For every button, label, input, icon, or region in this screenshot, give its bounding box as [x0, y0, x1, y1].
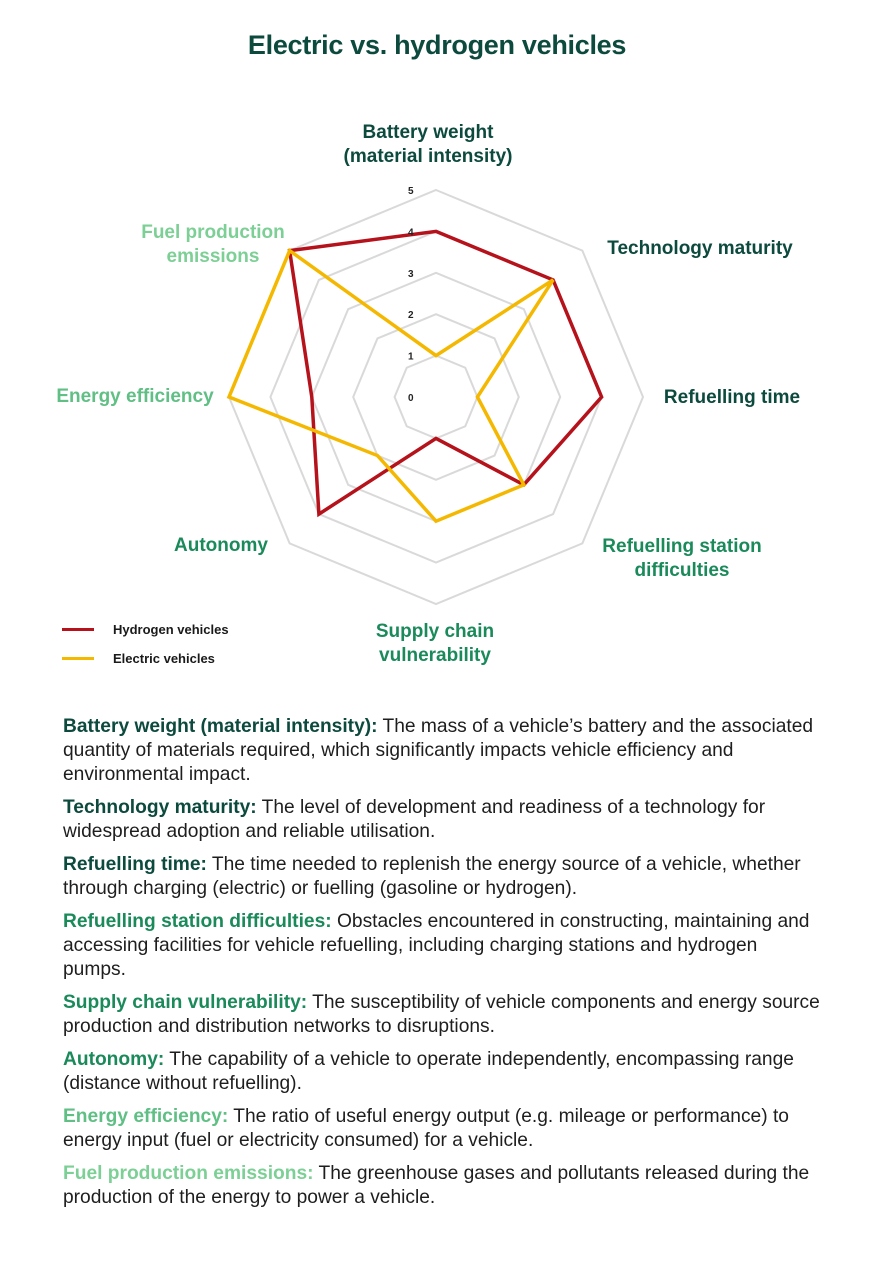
axis-label-line: vulnerability — [379, 645, 491, 666]
tick-label-2: 2 — [408, 310, 414, 322]
definition-text: Obstacles encountered in constructing, maintaining and accessing facilities for vehicle refuelling, including charging stations and hydrogen pumps. — [63, 911, 810, 980]
definition-text: The greenhouse gases and pollutants released during the production of the energy to power a vehicle. — [63, 1163, 810, 1208]
definition-text: The level of development and readiness of a technology for widespread adoption and reliable utilisation. — [63, 797, 766, 842]
definition-term: Autonomy: — [63, 1049, 165, 1070]
definition-text: The susceptibility of vehicle components and energy source production and distribution networks to disruptions. — [63, 992, 820, 1037]
definitions-list — [63, 715, 823, 1219]
tick-label-0: 0 — [408, 393, 414, 404]
axis-label-line: Autonomy — [174, 535, 268, 556]
axis-label-5 — [174, 535, 268, 556]
legend-item-electric — [62, 644, 229, 673]
definition-term: Refuelling station difficulties: — [63, 911, 332, 932]
legend-swatch-hydrogen — [62, 628, 94, 631]
axis-label-6 — [56, 386, 214, 407]
axis-label-4 — [376, 621, 494, 666]
definition-term: Fuel production emissions: — [63, 1163, 314, 1184]
definition-refuelling-time — [63, 853, 823, 901]
series-hydrogen-line — [290, 231, 602, 514]
tick-label-4: 4 — [408, 227, 414, 239]
definition-fuel-production-emissions — [63, 1162, 823, 1210]
axis-label-line: Battery weight — [362, 122, 494, 143]
axis-label-line: Technology maturity — [607, 238, 793, 259]
legend-label-electric: Electric vehicles — [113, 651, 215, 666]
axis-label-line: Supply chain — [375, 621, 495, 642]
axis-label-line: emissions — [166, 246, 260, 267]
definition-technology-maturity — [63, 796, 823, 844]
tick-label-5: 5 — [408, 186, 414, 197]
chart-title: Electric vs. hydrogen vehicles — [247, 30, 627, 60]
axis-label-line: (material intensity) — [343, 146, 513, 167]
definition-battery-weight — [63, 715, 823, 787]
legend — [62, 615, 229, 673]
tick-label-1: 1 — [408, 351, 414, 363]
axis-label-7 — [141, 222, 285, 267]
axis-label-line: Refuelling station — [602, 536, 762, 557]
legend-item-hydrogen — [62, 615, 229, 644]
axis-label-line: Refuelling time — [663, 387, 801, 408]
definition-term: Refuelling time: — [63, 854, 207, 875]
definition-text: The ratio of useful energy output (e.g. mileage or performance) to energy input (fuel or electricity consumed) for a vehicle. — [63, 1106, 789, 1151]
definition-text: The mass of a vehicle’s battery and the associated quantity of materials required, which significantly impacts vehicle efficiency and environmental impact. — [63, 716, 814, 785]
legend-label-hydrogen: Hydrogen vehicles — [113, 622, 229, 637]
definition-term: Supply chain vulnerability: — [63, 992, 308, 1013]
definition-term: Energy efficiency: — [63, 1106, 229, 1127]
definition-term: Technology maturity: — [63, 797, 257, 818]
legend-swatch-electric — [62, 657, 94, 660]
axis-label-2 — [664, 387, 800, 408]
definition-energy-efficiency — [63, 1105, 823, 1153]
axis-label-line: Energy efficiency — [56, 386, 214, 407]
tick-label-3: 3 — [408, 268, 414, 280]
definition-refuelling-station-difficulties — [63, 910, 823, 982]
definition-term: Battery weight (material intensity): — [63, 716, 378, 737]
definition-supply-chain-vulnerability — [63, 991, 823, 1039]
axis-label-0 — [344, 122, 513, 167]
axis-label-3 — [602, 536, 761, 581]
definition-text: The time needed to replenish the energy source of a vehicle, whether through charging (electric) or fuelling (gasoline or hydrogen). — [63, 854, 801, 899]
definition-autonomy — [63, 1048, 823, 1096]
axis-label-1 — [607, 238, 793, 259]
definition-text: The capability of a vehicle to operate independently, encompassing range (distance without refuelling). — [63, 1049, 794, 1094]
axis-label-line: difficulties — [634, 560, 730, 581]
axis-label-line: Fuel production — [141, 222, 285, 243]
